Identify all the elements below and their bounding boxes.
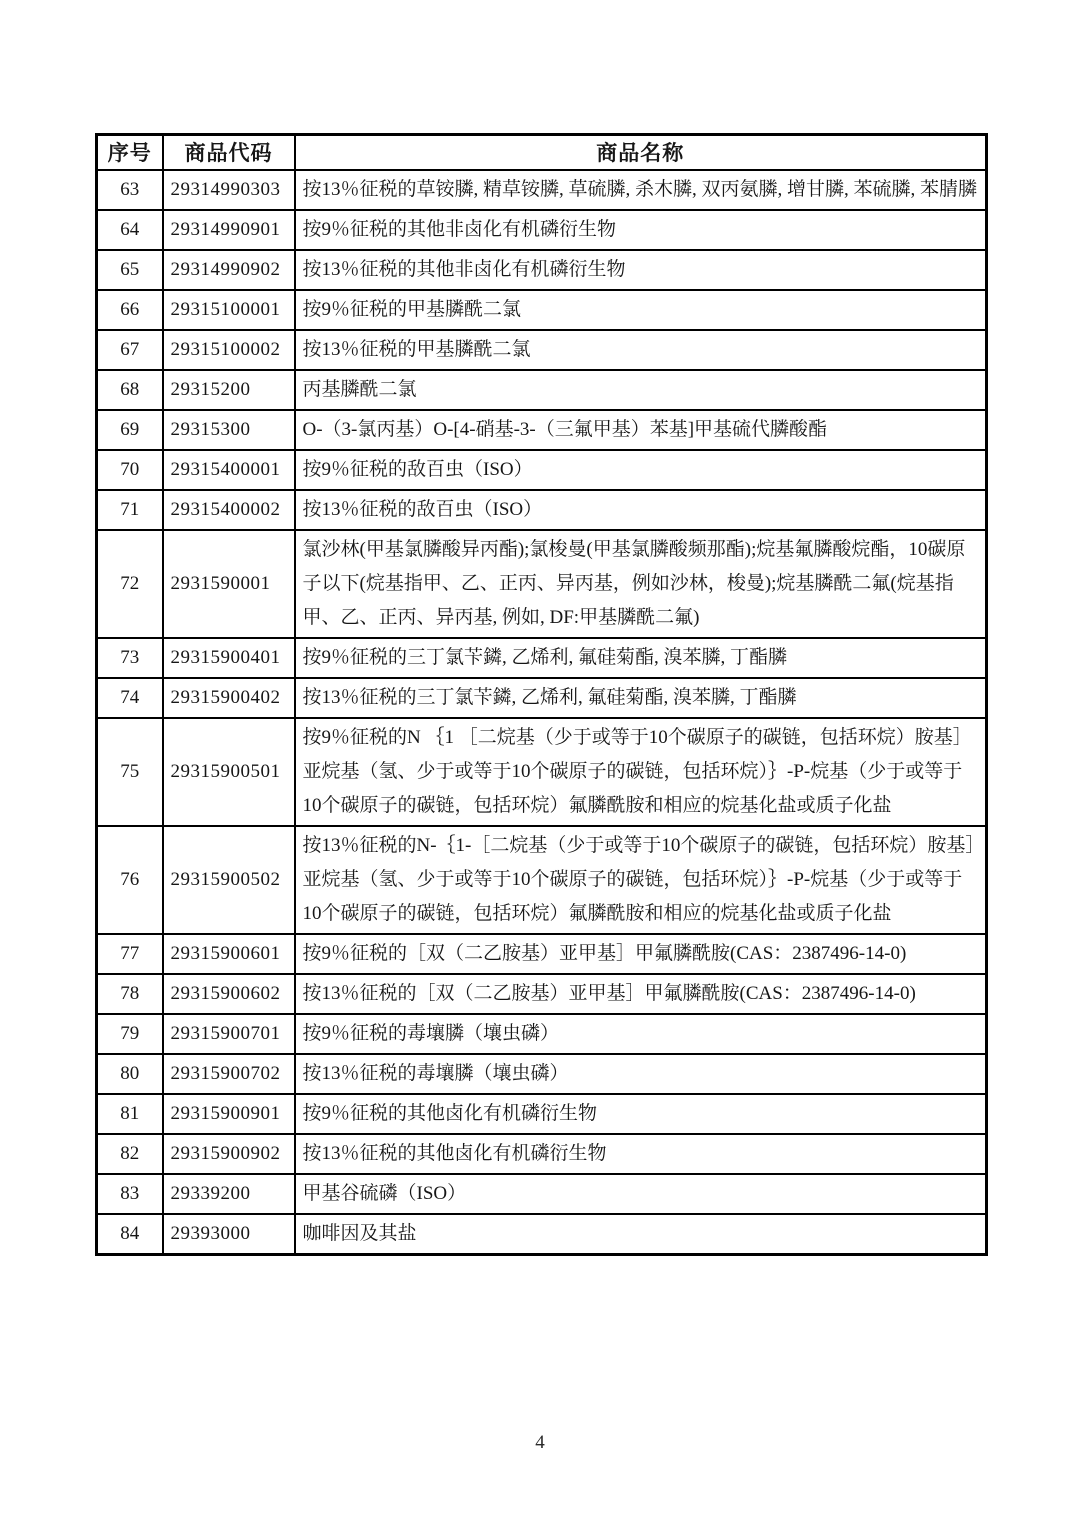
commodity-name-cell: 按13％征税的其他卤化有机磷衍生物 <box>295 1134 987 1174</box>
commodity-name-cell: 按9％征税的敌百虫（ISO） <box>295 450 987 490</box>
serial-number-cell: 64 <box>97 210 163 250</box>
serial-number-cell: 79 <box>97 1014 163 1054</box>
table-row <box>97 718 987 826</box>
commodity-code-cell: 29339200 <box>163 1174 295 1214</box>
serial-number-cell: 70 <box>97 450 163 490</box>
commodity-code-cell: 29314990303 <box>163 170 295 210</box>
table-row <box>97 1174 987 1214</box>
table-row <box>97 290 987 330</box>
table-row <box>97 370 987 410</box>
commodity-code-cell: 29314990901 <box>163 210 295 250</box>
commodity-name-cell: 按13％征税的甲基膦酰二氯 <box>295 330 987 370</box>
commodity-name-cell: 按9％征税的其他非卤化有机磷衍生物 <box>295 210 987 250</box>
table-row <box>97 170 987 210</box>
commodity-code-cell: 29315900602 <box>163 974 295 1014</box>
serial-number-cell: 84 <box>97 1214 163 1255</box>
table-row <box>97 210 987 250</box>
serial-number-cell: 80 <box>97 1054 163 1094</box>
commodity-name-cell: 丙基膦酰二氯 <box>295 370 987 410</box>
serial-number-cell: 77 <box>97 934 163 974</box>
commodity-code-cell: 29315200 <box>163 370 295 410</box>
commodity-name-cell: 按13％征税的［双（二乙胺基）亚甲基］甲氟膦酰胺(CAS：2387496-14-0) <box>295 974 987 1014</box>
commodity-code-cell: 29315900901 <box>163 1094 295 1134</box>
table-row <box>97 410 987 450</box>
serial-number-cell: 82 <box>97 1134 163 1174</box>
commodity-name-cell: 氯沙林(甲基氯膦酸异丙酯);氯梭曼(甲基氯膦酸频那酯);烷基氟膦酸烷酯，10碳原子以下(烷基指甲、乙、正丙、异丙基，例如沙林，梭曼);烷基膦酰二氟(烷基指甲、乙、正丙、异丙基, 例如, DF:甲基膦酰二氟) <box>295 530 987 638</box>
commodity-table <box>95 133 988 1256</box>
serial-number-cell: 83 <box>97 1174 163 1214</box>
commodity-code-cell: 29315900401 <box>163 638 295 678</box>
commodity-name-cell: 咖啡因及其盐 <box>295 1214 987 1255</box>
commodity-code-cell: 29315400001 <box>163 450 295 490</box>
commodity-code-cell: 29315100001 <box>163 290 295 330</box>
commodity-name-cell: 按9％征税的N ｛1 ［二烷基（少于或等于10个碳原子的碳链，包括环烷）胺基］亚烷基（氢、少于或等于10个碳原子的碳链，包括环烷）｝-P-烷基（少于或等于10个碳原子的碳链，包括环烷）氟膦酰胺和相应的烷基化盐或质子化盐 <box>295 718 987 826</box>
serial-number-cell: 71 <box>97 490 163 530</box>
commodity-code-cell: 29315100002 <box>163 330 295 370</box>
commodity-name-cell: 按13％征税的草铵膦, 精草铵膦, 草硫膦, 杀木膦, 双丙氨膦, 增甘膦, 苯硫膦, 苯腈膦 <box>295 170 987 210</box>
commodity-code-cell: 29315900501 <box>163 718 295 826</box>
header-commodity-code: 商品代码 <box>163 135 295 170</box>
commodity-name-cell: 按9％征税的其他卤化有机磷衍生物 <box>295 1094 987 1134</box>
table-row <box>97 1134 987 1174</box>
serial-number-cell: 78 <box>97 974 163 1014</box>
commodity-name-cell: 按13％征税的敌百虫（ISO） <box>295 490 987 530</box>
commodity-name-cell: 按9％征税的［双（二乙胺基）亚甲基］甲氟膦酰胺(CAS：2387496-14-0) <box>295 934 987 974</box>
header-commodity-name: 商品名称 <box>295 135 987 170</box>
commodity-code-cell: 29315400002 <box>163 490 295 530</box>
serial-number-cell: 67 <box>97 330 163 370</box>
table-row <box>97 826 987 934</box>
commodity-code-cell: 29315900902 <box>163 1134 295 1174</box>
table-row <box>97 450 987 490</box>
table-header-row <box>97 135 987 170</box>
serial-number-cell: 66 <box>97 290 163 330</box>
table-row <box>97 934 987 974</box>
commodity-name-cell: 按13％征税的N-｛1-［二烷基（少于或等于10个碳原子的碳链，包括环烷）胺基］亚烷基（氢、少于或等于10个碳原子的碳链，包括环烷）｝-P-烷基（少于或等于10个碳原子的碳链，包括环烷）氟膦酰胺和相应的烷基化盐或质子化盐 <box>295 826 987 934</box>
commodity-name-cell: 按13％征税的其他非卤化有机磷衍生物 <box>295 250 987 290</box>
serial-number-cell: 81 <box>97 1094 163 1134</box>
table-row <box>97 1054 987 1094</box>
table-row <box>97 638 987 678</box>
table-row <box>97 250 987 290</box>
commodity-code-cell: 29315900502 <box>163 826 295 934</box>
header-serial-number: 序号 <box>97 135 163 170</box>
serial-number-cell: 65 <box>97 250 163 290</box>
commodity-name-cell: 按13％征税的三丁氯苄鏻, 乙烯利, 氟硅菊酯, 溴苯膦, 丁酯膦 <box>295 678 987 718</box>
serial-number-cell: 74 <box>97 678 163 718</box>
table-row <box>97 1214 987 1255</box>
serial-number-cell: 76 <box>97 826 163 934</box>
commodity-name-cell: O-（3-氯丙基）O-[4-硝基-3-（三氟甲基）苯基]甲基硫代膦酸酯 <box>295 410 987 450</box>
page-number: 4 <box>535 1432 545 1453</box>
table-row <box>97 1014 987 1054</box>
commodity-name-cell: 按9％征税的甲基膦酰二氯 <box>295 290 987 330</box>
commodity-name-cell: 按9％征税的毒壤膦（壤虫磷） <box>295 1014 987 1054</box>
commodity-code-cell: 29315900402 <box>163 678 295 718</box>
table-row <box>97 1094 987 1134</box>
commodity-name-cell: 按13％征税的毒壤膦（壤虫磷） <box>295 1054 987 1094</box>
table-row <box>97 490 987 530</box>
commodity-code-cell: 29315900601 <box>163 934 295 974</box>
table-row <box>97 530 987 638</box>
serial-number-cell: 63 <box>97 170 163 210</box>
commodity-code-cell: 2931590001 <box>163 530 295 638</box>
table-row <box>97 974 987 1014</box>
serial-number-cell: 72 <box>97 530 163 638</box>
commodity-code-cell: 29314990902 <box>163 250 295 290</box>
serial-number-cell: 69 <box>97 410 163 450</box>
table-row <box>97 678 987 718</box>
table-row <box>97 330 987 370</box>
commodity-code-cell: 29315300 <box>163 410 295 450</box>
serial-number-cell: 75 <box>97 718 163 826</box>
commodity-name-cell: 按9％征税的三丁氯苄鏻, 乙烯利, 氟硅菊酯, 溴苯膦, 丁酯膦 <box>295 638 987 678</box>
commodity-name-cell: 甲基谷硫磷（ISO） <box>295 1174 987 1214</box>
serial-number-cell: 68 <box>97 370 163 410</box>
commodity-code-cell: 29315900701 <box>163 1014 295 1054</box>
commodity-code-cell: 29315900702 <box>163 1054 295 1094</box>
commodity-code-cell: 29393000 <box>163 1214 295 1255</box>
serial-number-cell: 73 <box>97 638 163 678</box>
